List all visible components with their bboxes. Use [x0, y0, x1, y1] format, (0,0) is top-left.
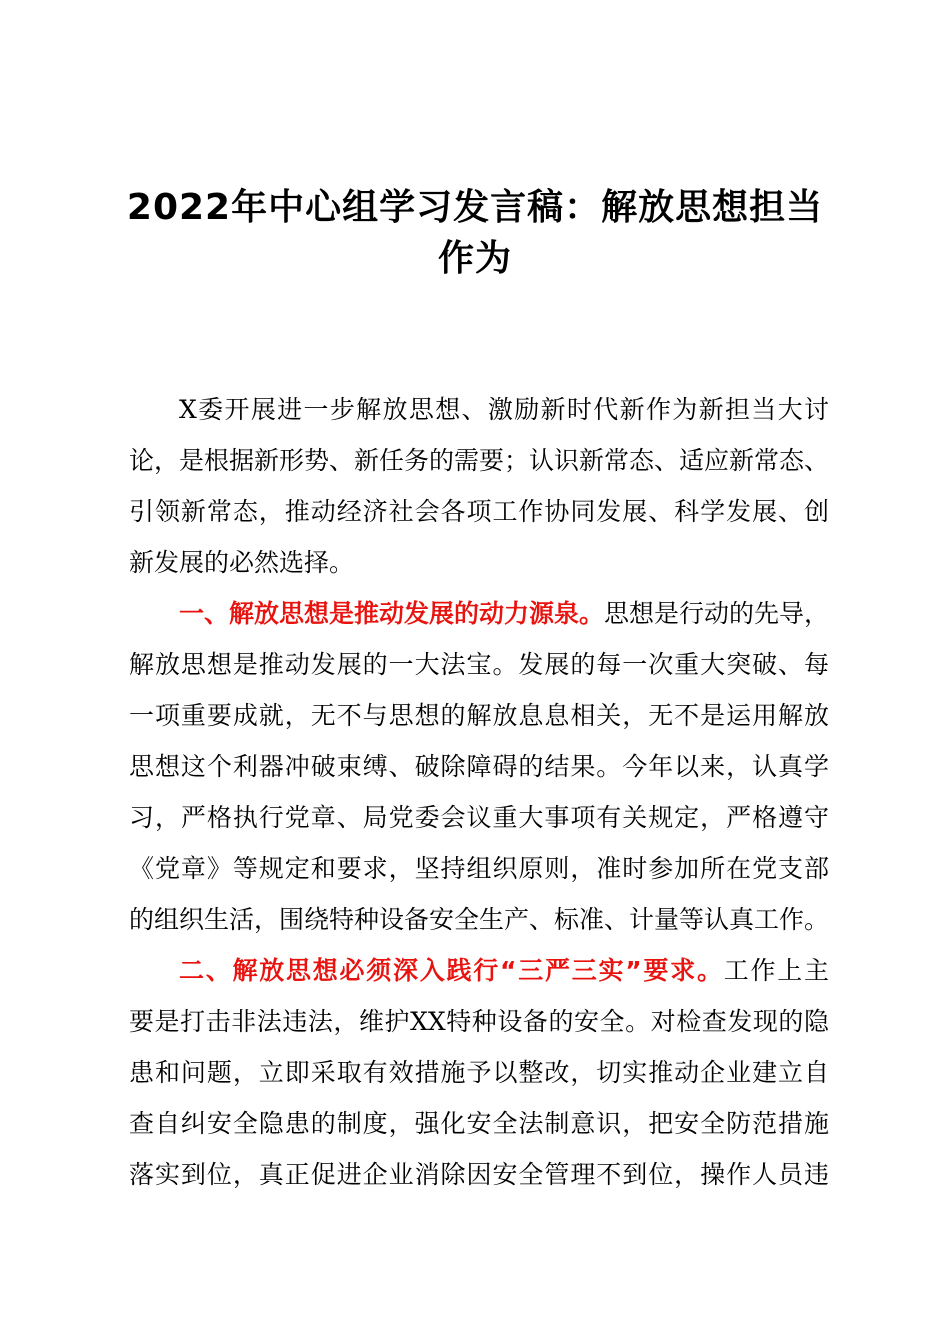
paragraph-2-line-6: 《党章》等规定和要求，坚持组织原则，准时参加所在党支部 [129, 854, 829, 883]
paragraph-1-line-3: 引领新常态，推动经济社会各项工作协同发展、科学发展、创 [129, 497, 829, 526]
document-title-line-1: 2022年中心组学习发言稿：解放思想担当 [126, 187, 824, 228]
paragraph-2-line-7: 的组织生活，围绕特种设备安全生产、标准、计量等认真工作。 [129, 905, 829, 934]
paragraph-2-line-5: 习，严格执行党章、局党委会议重大事项有关规定，严格遵守 [129, 803, 829, 832]
document-title-line-2: 作为 [437, 238, 512, 279]
paragraph-3-first-line [129, 945, 829, 996]
paragraph-2-first-line-text: 思想是行动的先导， [604, 599, 829, 628]
paragraph-2-line-3: 一项重要成就，无不与思想的解放息息相关，无不是运用解放 [129, 701, 829, 730]
paragraph-3-line-4: 查自纠安全隐患的制度，强化安全法制意识，把安全防范措施 [129, 1109, 829, 1138]
paragraph-2-line-4: 思想这个利器冲破束缚、破除障碍的结果。今年以来，认真学 [129, 752, 829, 781]
section-heading-2: 二、解放思想必须深入践行“三严三实”要求。 [179, 956, 724, 985]
document-body [129, 384, 829, 1200]
paragraph-2-line-2: 解放思想是推动发展的一大法宝。发展的每一次重大突破、每 [129, 650, 829, 679]
paragraph-1-line-1: X委开展进一步解放思想、激励新时代新作为新担当大讨 [179, 395, 829, 424]
paragraph-3-line-5: 落实到位，真正促进企业消除因安全管理不到位，操作人员违 [129, 1160, 829, 1189]
section-heading-1: 一、解放思想是推动发展的动力源泉。 [179, 599, 605, 628]
paragraph-1-line-2: 论，是根据新形势、新任务的需要；认识新常态、适应新常态、 [129, 446, 829, 475]
paragraph-3-line-2: 要是打击非法违法，维护XX特种设备的安全。对检查发现的隐 [129, 1007, 829, 1036]
paragraph-2-first-line [129, 588, 829, 639]
paragraph-1-line-4: 新发展的必然选择。 [129, 548, 355, 577]
paragraph-3-line-3: 患和问题，立即采取有效措施予以整改，切实推动企业建立自 [129, 1058, 829, 1087]
paragraph-3-first-line-text: 工作上主 [723, 956, 829, 985]
